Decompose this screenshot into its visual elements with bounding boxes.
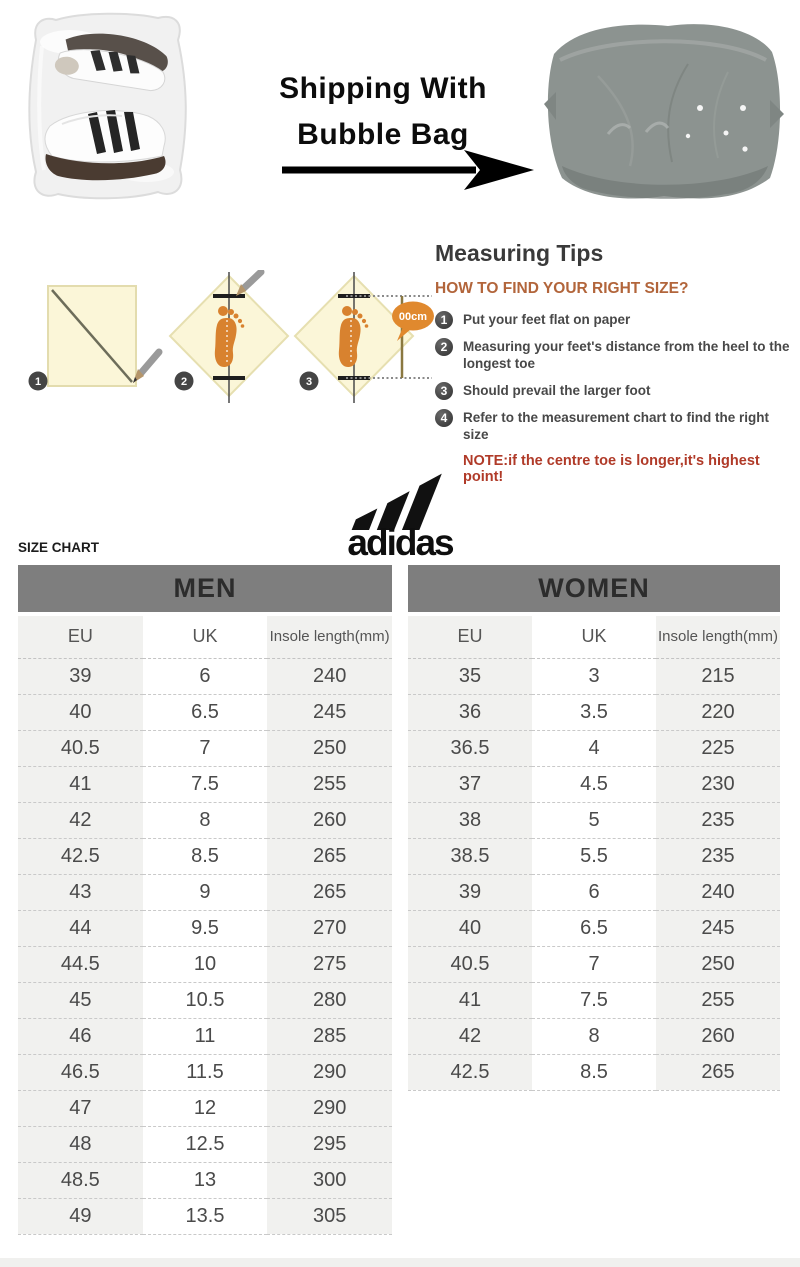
size-row	[18, 658, 392, 694]
column-header-uk: UK	[143, 616, 268, 658]
size-cell: 235	[656, 802, 780, 838]
size-cell: 47	[18, 1090, 143, 1126]
bottom-edge-strip	[0, 1258, 800, 1267]
size-cell: 4	[532, 730, 656, 766]
women-table-body	[408, 658, 780, 1090]
size-cell: 48.5	[18, 1162, 143, 1198]
column-header-row	[18, 616, 392, 658]
size-cell: 10.5	[143, 982, 268, 1018]
measuring-steps-list	[435, 311, 795, 444]
size-cell: 8	[532, 1018, 656, 1054]
bubble-bag-photo	[538, 16, 788, 208]
size-cell: 290	[267, 1054, 392, 1090]
adidas-bars-icon	[349, 470, 451, 530]
size-cell: 46	[18, 1018, 143, 1054]
size-cell: 6.5	[532, 910, 656, 946]
measuring-diagrams	[14, 270, 438, 408]
size-row	[18, 802, 392, 838]
size-cell: 45	[18, 982, 143, 1018]
size-cell: 270	[267, 910, 392, 946]
step-number-badge: 1	[435, 311, 453, 329]
size-cell: 230	[656, 766, 780, 802]
column-header-eu: EU	[18, 616, 143, 658]
women-table-title: WOMEN	[408, 565, 780, 612]
size-cell: 240	[267, 658, 392, 694]
column-header-insole: Insole length(mm)	[656, 616, 780, 658]
size-cell: 6.5	[143, 694, 268, 730]
shipping-title-line2: Bubble Bag	[297, 118, 469, 151]
size-cell: 245	[656, 910, 780, 946]
size-cell: 225	[656, 730, 780, 766]
size-cell: 8.5	[143, 838, 268, 874]
size-cell: 280	[267, 982, 392, 1018]
size-cell: 285	[267, 1018, 392, 1054]
size-cell: 4.5	[532, 766, 656, 802]
size-cell: 41	[18, 766, 143, 802]
size-cell: 7	[532, 946, 656, 982]
step-text: Put your feet flat on paper	[463, 312, 631, 327]
size-cell: 36	[408, 694, 532, 730]
step-number-badge: 3	[435, 382, 453, 400]
size-cell: 12	[143, 1090, 268, 1126]
size-cell: 42.5	[18, 838, 143, 874]
size-cell: 7.5	[143, 766, 268, 802]
size-cell: 39	[408, 874, 532, 910]
measuring-tips-title: Measuring Tips	[435, 240, 604, 266]
shipping-title	[248, 66, 518, 158]
size-cell: 42	[408, 1018, 532, 1054]
size-cell: 235	[656, 838, 780, 874]
size-cell: 38	[408, 802, 532, 838]
size-cell: 220	[656, 694, 780, 730]
size-row	[408, 802, 780, 838]
size-row	[18, 694, 392, 730]
size-row	[18, 946, 392, 982]
size-row	[18, 730, 392, 766]
size-cell: 40	[408, 910, 532, 946]
men-size-table	[18, 565, 392, 1235]
size-cell: 265	[656, 1054, 780, 1090]
size-cell: 255	[267, 766, 392, 802]
size-cell: 46.5	[18, 1054, 143, 1090]
size-cell: 13	[143, 1162, 268, 1198]
size-row	[18, 1126, 392, 1162]
size-cell: 265	[267, 838, 392, 874]
size-row	[408, 1054, 780, 1090]
size-cell: 305	[267, 1198, 392, 1234]
measure-bubble-label: 00cm	[398, 311, 428, 323]
size-cell: 44.5	[18, 946, 143, 982]
measuring-tips-subtitle: HOW TO FIND YOUR RIGHT SIZE?	[435, 280, 689, 297]
diagram-draw-outline	[29, 286, 160, 391]
adidas-wordmark: adidas	[347, 522, 453, 563]
size-cell: 40	[18, 694, 143, 730]
size-chart-label: SIZE CHART	[18, 540, 99, 555]
size-cell: 7.5	[532, 982, 656, 1018]
arrow-right-icon	[278, 148, 540, 192]
size-cell: 8.5	[532, 1054, 656, 1090]
measuring-step	[435, 338, 795, 373]
size-row	[408, 838, 780, 874]
size-row	[18, 766, 392, 802]
size-row	[18, 838, 392, 874]
size-cell: 295	[267, 1126, 392, 1162]
bottom-shoe	[45, 110, 166, 180]
size-cell: 9.5	[143, 910, 268, 946]
size-cell: 265	[267, 874, 392, 910]
size-cell: 240	[656, 874, 780, 910]
adidas-logo	[300, 470, 500, 564]
size-row	[408, 874, 780, 910]
size-cell: 42	[18, 802, 143, 838]
size-cell: 8	[143, 802, 268, 838]
size-row	[18, 1198, 392, 1234]
size-row	[408, 982, 780, 1018]
size-cell: 250	[267, 730, 392, 766]
step-number-badge: 4	[435, 409, 453, 427]
column-header-row	[408, 616, 780, 658]
diagram-trace-foot	[170, 272, 288, 403]
measuring-step	[435, 311, 795, 329]
column-header-eu: EU	[408, 616, 532, 658]
size-row	[18, 982, 392, 1018]
size-cell: 11.5	[143, 1054, 268, 1090]
size-row	[408, 730, 780, 766]
size-row	[18, 874, 392, 910]
size-cell: 11	[143, 1018, 268, 1054]
packaged-shoes-photo	[22, 6, 192, 206]
size-cell: 36.5	[408, 730, 532, 766]
size-cell: 12.5	[143, 1126, 268, 1162]
pencil-icon	[236, 272, 261, 296]
size-cell: 300	[267, 1162, 392, 1198]
size-cell: 42.5	[408, 1054, 532, 1090]
measuring-note: NOTE:if the centre toe is longer,it's highest point!	[463, 452, 760, 485]
column-header-uk: UK	[532, 616, 656, 658]
step-number-badge: 2	[435, 338, 453, 356]
diagram-measure-foot	[295, 272, 434, 403]
size-cell: 3.5	[532, 694, 656, 730]
size-cell: 245	[267, 694, 392, 730]
step-text: Measuring your feet's distance from the heel to the longest toe	[463, 339, 790, 371]
size-cell: 260	[656, 1018, 780, 1054]
men-table-body	[18, 658, 392, 1234]
column-header-insole: Insole length(mm)	[267, 616, 392, 658]
measuring-step	[435, 382, 795, 400]
size-cell: 6	[143, 658, 268, 694]
size-cell: 43	[18, 874, 143, 910]
size-cell: 41	[408, 982, 532, 1018]
size-cell: 44	[18, 910, 143, 946]
size-cell: 48	[18, 1126, 143, 1162]
size-row	[18, 1162, 392, 1198]
size-row	[408, 1018, 780, 1054]
size-cell: 13.5	[143, 1198, 268, 1234]
size-cell: 38.5	[408, 838, 532, 874]
size-row	[18, 910, 392, 946]
size-row	[18, 1054, 392, 1090]
size-row	[408, 766, 780, 802]
size-cell: 255	[656, 982, 780, 1018]
size-cell: 260	[267, 802, 392, 838]
size-cell: 40.5	[18, 730, 143, 766]
size-row	[408, 910, 780, 946]
size-cell: 7	[143, 730, 268, 766]
size-row	[18, 1090, 392, 1126]
size-row	[408, 946, 780, 982]
measuring-tips-section	[435, 240, 795, 485]
size-row	[18, 1018, 392, 1054]
size-cell: 35	[408, 658, 532, 694]
size-row	[408, 694, 780, 730]
size-cell: 6	[532, 874, 656, 910]
shipping-title-line1: Shipping With	[279, 72, 487, 105]
size-cell: 215	[656, 658, 780, 694]
measuring-step	[435, 409, 795, 444]
step-text: Should prevail the larger foot	[463, 382, 651, 398]
size-cell: 10	[143, 946, 268, 982]
size-cell: 275	[267, 946, 392, 982]
size-cell: 250	[656, 946, 780, 982]
size-row	[408, 658, 780, 694]
men-table-title: MEN	[18, 565, 392, 612]
size-cell: 5	[532, 802, 656, 838]
step-text: Refer to the measurement chart to find the right size	[463, 409, 770, 442]
diagram-badge-3: 3	[305, 376, 313, 388]
size-cell: 49	[18, 1198, 143, 1234]
size-cell: 5.5	[532, 838, 656, 874]
size-cell: 3	[532, 658, 656, 694]
size-cell: 40.5	[408, 946, 532, 982]
size-cell: 9	[143, 874, 268, 910]
size-cell: 37	[408, 766, 532, 802]
size-cell: 39	[18, 658, 143, 694]
diagram-badge-2: 2	[180, 376, 188, 388]
size-cell: 290	[267, 1090, 392, 1126]
women-size-table	[408, 565, 780, 1091]
diagram-badge-1: 1	[34, 376, 42, 388]
